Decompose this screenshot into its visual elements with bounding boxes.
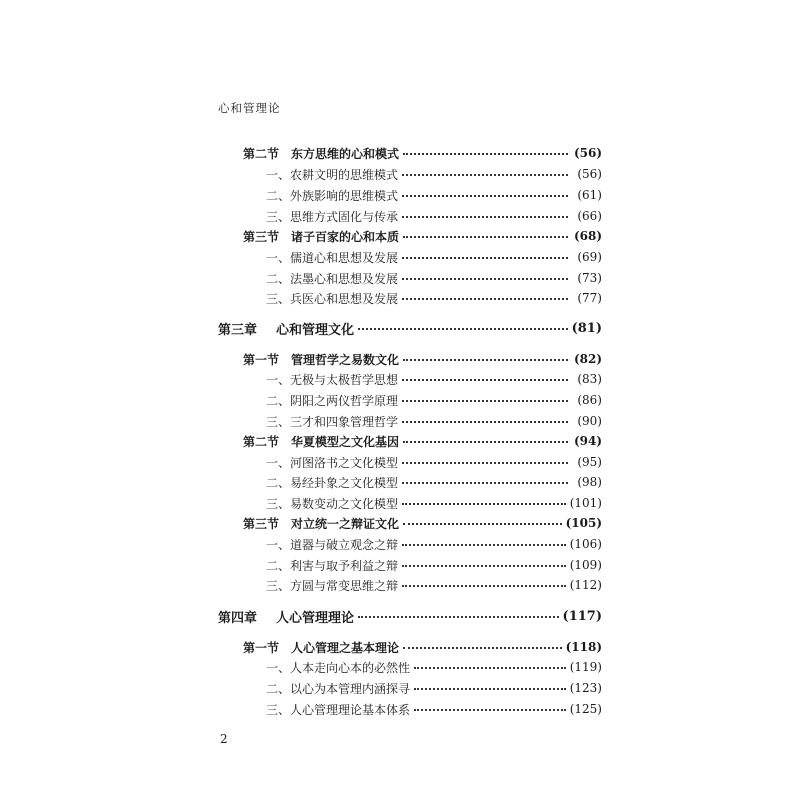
toc-entry-title: 二、以心为本管理内涵探寻 [266,681,411,696]
dot-leader [403,523,562,525]
toc-entry-number: 第三章 [218,322,258,338]
toc-entry-title: 诸子百家的心和本质 [291,229,400,244]
toc-entry-page: (83) [577,372,602,386]
dot-leader [414,667,566,669]
toc-entry-page: (98) [577,475,602,489]
toc-entry-number: 第四章 [218,610,258,626]
toc-entry-title: 二、易经卦象之文化模型 [266,475,399,490]
toc-entry-page: (119) [569,660,602,674]
toc-entry-page: (105) [565,516,602,530]
toc-entry-title: 三、方圆与常变思维之辩 [266,578,399,593]
toc-chapter [218,318,602,338]
toc-entry-page: (61) [577,188,602,202]
toc-entry-page: (125) [569,702,602,716]
toc-entry-page: (118) [565,640,602,654]
toc-entry [218,513,602,533]
toc-entry-page: (82) [573,352,602,366]
toc-entry-title: 三、人心管理理论基本体系 [266,702,411,717]
toc-entry-title: 二、利害与取予利益之辩 [266,558,399,573]
toc-entry-number: 第二节 [243,146,280,161]
toc-entry-number: 第一节 [243,352,280,367]
toc-entry-page: (106) [569,537,602,551]
dot-leader [402,421,568,423]
dot-leader [402,298,568,300]
dot-leader [403,647,562,649]
toc-entry-title: 一、儒道心和思想及发展 [266,250,399,265]
toc-entry [218,431,602,451]
table-of-contents [218,0,602,800]
dot-leader [402,400,568,402]
dot-leader [414,709,566,711]
toc-entry-page: (66) [577,209,602,223]
toc-entry-page: (86) [577,393,602,407]
dot-leader [402,379,568,381]
toc-entry-page: (81) [571,320,602,336]
running-head: 心和管理论 [218,101,281,115]
toc-entry [218,699,602,719]
toc-entry-page: (90) [577,414,602,428]
toc-entry-page: (69) [577,250,602,264]
toc-entry [218,657,602,677]
dot-leader [402,482,568,484]
toc-entry-number: 第一节 [243,640,280,655]
toc-entry-title: 三、思维方式固化与传承 [266,209,399,224]
toc-entry [218,637,602,657]
toc-entry-title: 一、农耕文明的思维模式 [266,167,399,182]
toc-entry [218,164,602,184]
toc-entry [218,226,602,246]
toc-chapter [218,606,602,626]
toc-entry [218,247,602,267]
toc-entry [218,268,602,288]
toc-entry [218,390,602,410]
toc-entry-title: 三、兵医心和思想及发展 [266,291,399,306]
dot-leader [402,544,566,546]
toc-entry-page: (109) [569,558,602,572]
dot-leader [358,328,568,330]
toc-entry-title: 人心管理理论 [276,610,355,626]
toc-entry-title: 一、无极与太极哲学思想 [266,372,399,387]
dot-leader [402,462,568,464]
toc-entry-title: 管理哲学之易数文化 [291,352,400,367]
dot-leader [358,616,559,618]
toc-entry-title: 华夏模型之文化基因 [291,434,400,449]
toc-entry [218,534,602,554]
toc-entry [218,369,602,389]
dot-leader [403,153,568,155]
toc-entry-page: (117) [562,608,602,624]
toc-entry-title: 一、道器与破立观念之辩 [266,537,399,552]
dot-leader [402,216,568,218]
toc-entry [218,452,602,472]
toc-entry-page: (77) [577,291,602,305]
toc-entry-title: 二、法墨心和思想及发展 [266,271,399,286]
dot-leader [402,278,568,280]
toc-entry [218,143,602,163]
toc-entry-page: (94) [573,434,602,448]
toc-entry-title: 三、易数变动之文化模型 [266,496,399,511]
toc-entry [218,493,602,513]
toc-entry-page: (56) [577,167,602,181]
toc-entry-page: (95) [577,455,602,469]
toc-entry-title: 对立统一之辩证文化 [291,516,400,531]
toc-entry-title: 心和管理文化 [276,322,355,338]
toc-entry-page: (112) [569,578,602,592]
toc-entry [218,206,602,226]
toc-entry [218,575,602,595]
toc-entry [218,288,602,308]
dot-leader [402,195,568,197]
toc-entry-title: 东方思维的心和模式 [291,146,400,161]
toc-entry [218,678,602,698]
dot-leader [402,174,568,176]
toc-entry-page: (73) [577,271,602,285]
dot-leader [402,585,566,587]
dot-leader [402,503,566,505]
toc-entry [218,411,602,431]
toc-entry-page: (101) [569,496,602,510]
dot-leader [403,359,568,361]
dot-leader [414,688,566,690]
toc-entry-title: 一、河图洛书之文化模型 [266,455,399,470]
toc-entry [218,185,602,205]
toc-entry [218,555,602,575]
toc-entry-page: (68) [573,229,602,243]
toc-entry-title: 一、人本走向心本的必然性 [266,660,411,675]
toc-entry-number: 第三节 [243,516,280,531]
toc-entry-title: 人心管理之基本理论 [291,640,400,655]
toc-entry-page: (56) [573,146,602,160]
toc-entry-title: 二、外族影响的思维模式 [266,188,399,203]
toc-entry [218,349,602,369]
toc-entry-number: 第二节 [243,434,280,449]
toc-entry-number: 第三节 [243,229,280,244]
toc-entry-page: (123) [569,681,602,695]
dot-leader [403,236,568,238]
dot-leader [403,441,568,443]
toc-entry-title: 三、三才和四象管理哲学 [266,414,399,429]
toc-entry [218,472,602,492]
page-number: 2 [220,732,228,746]
dot-leader [402,565,566,567]
dot-leader [402,257,568,259]
toc-entry-title: 二、阴阳之两仪哲学原理 [266,393,399,408]
